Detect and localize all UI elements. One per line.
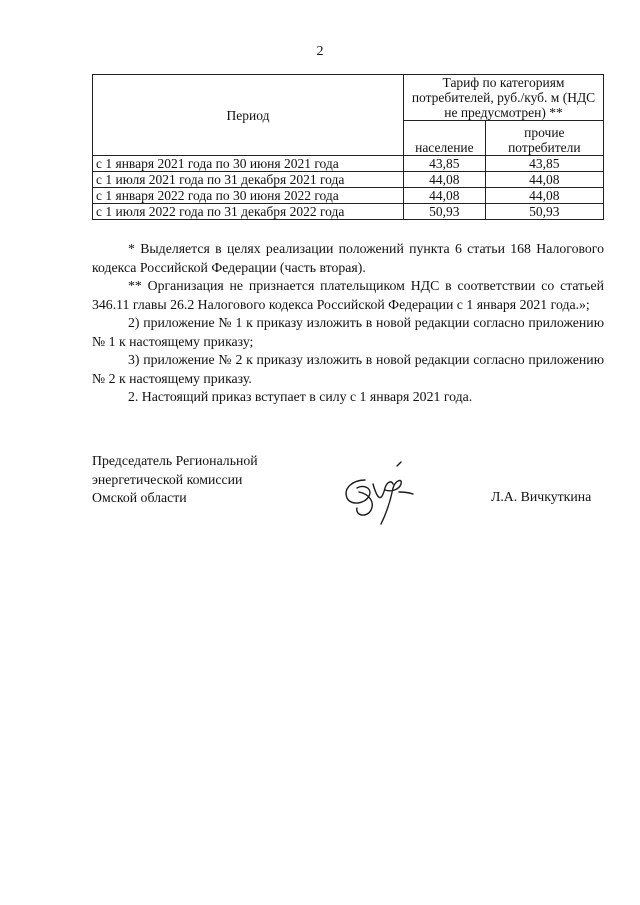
table-row [93, 172, 604, 188]
others-header: прочие потребители [485, 121, 603, 156]
population-header: население [404, 121, 486, 156]
table-row [93, 156, 604, 172]
footnote-vat-allocation: * Выделяется в целях реализации положений пункта 6 статьи 168 Налогового кодекса Российской Федерации (часть вторая). [92, 241, 604, 275]
page-number: 2 [316, 44, 324, 59]
population-value: 44,08 [404, 172, 486, 188]
tariff-table [92, 74, 604, 220]
footnote-vat-exemption: ** Организация не признается плательщиком НДС в соответствии со статьей 346.11 главы 26.2 Налогового кодекса Российской Федерации с 1 января 2021 года.»; [92, 278, 604, 312]
item-appendix-2: 3) приложение № 2 к приказу изложить в новой редакции согласно приложению № 2 к настоящему приказу. [92, 352, 604, 386]
period-header: Период [93, 75, 404, 156]
population-value: 50,93 [404, 204, 486, 220]
period-cell: с 1 июля 2022 года по 31 декабря 2022 года [93, 204, 404, 220]
table-row [93, 204, 604, 220]
population-value: 44,08 [404, 188, 486, 204]
others-value: 50,93 [485, 204, 603, 220]
signatory-name: Л.А. Вичкуткина [491, 489, 592, 504]
effective-date-clause: 2. Настоящий приказ вступает в силу с 1 января 2021 года. [128, 389, 473, 404]
population-value: 43,85 [404, 156, 486, 172]
others-value: 44,08 [485, 188, 603, 204]
others-value: 43,85 [485, 156, 603, 172]
signatory-title-line: энергетической комиссии [92, 471, 243, 487]
period-cell: с 1 июля 2021 года по 31 декабря 2021 года [93, 172, 404, 188]
item-appendix-1: 2) приложение № 1 к приказу изложить в новой редакции согласно приложению № 1 к настоящему приказу; [92, 315, 604, 349]
signatory-title-line: Председатель Региональной [92, 453, 258, 468]
notes-section [92, 240, 604, 407]
period-cell: с 1 января 2021 года по 30 июня 2021 года [93, 156, 404, 172]
period-cell: с 1 января 2022 года по 30 июня 2022 года [93, 188, 404, 204]
others-value: 44,08 [485, 172, 603, 188]
signatory-title [92, 452, 258, 508]
signatory-title-line: Омской области [92, 490, 187, 505]
handwritten-signature [335, 458, 425, 533]
tariff-header: Тариф по категориям потребителей, руб./куб. м (НДС не предусмотрен) ** [404, 75, 604, 121]
table-row [93, 188, 604, 204]
